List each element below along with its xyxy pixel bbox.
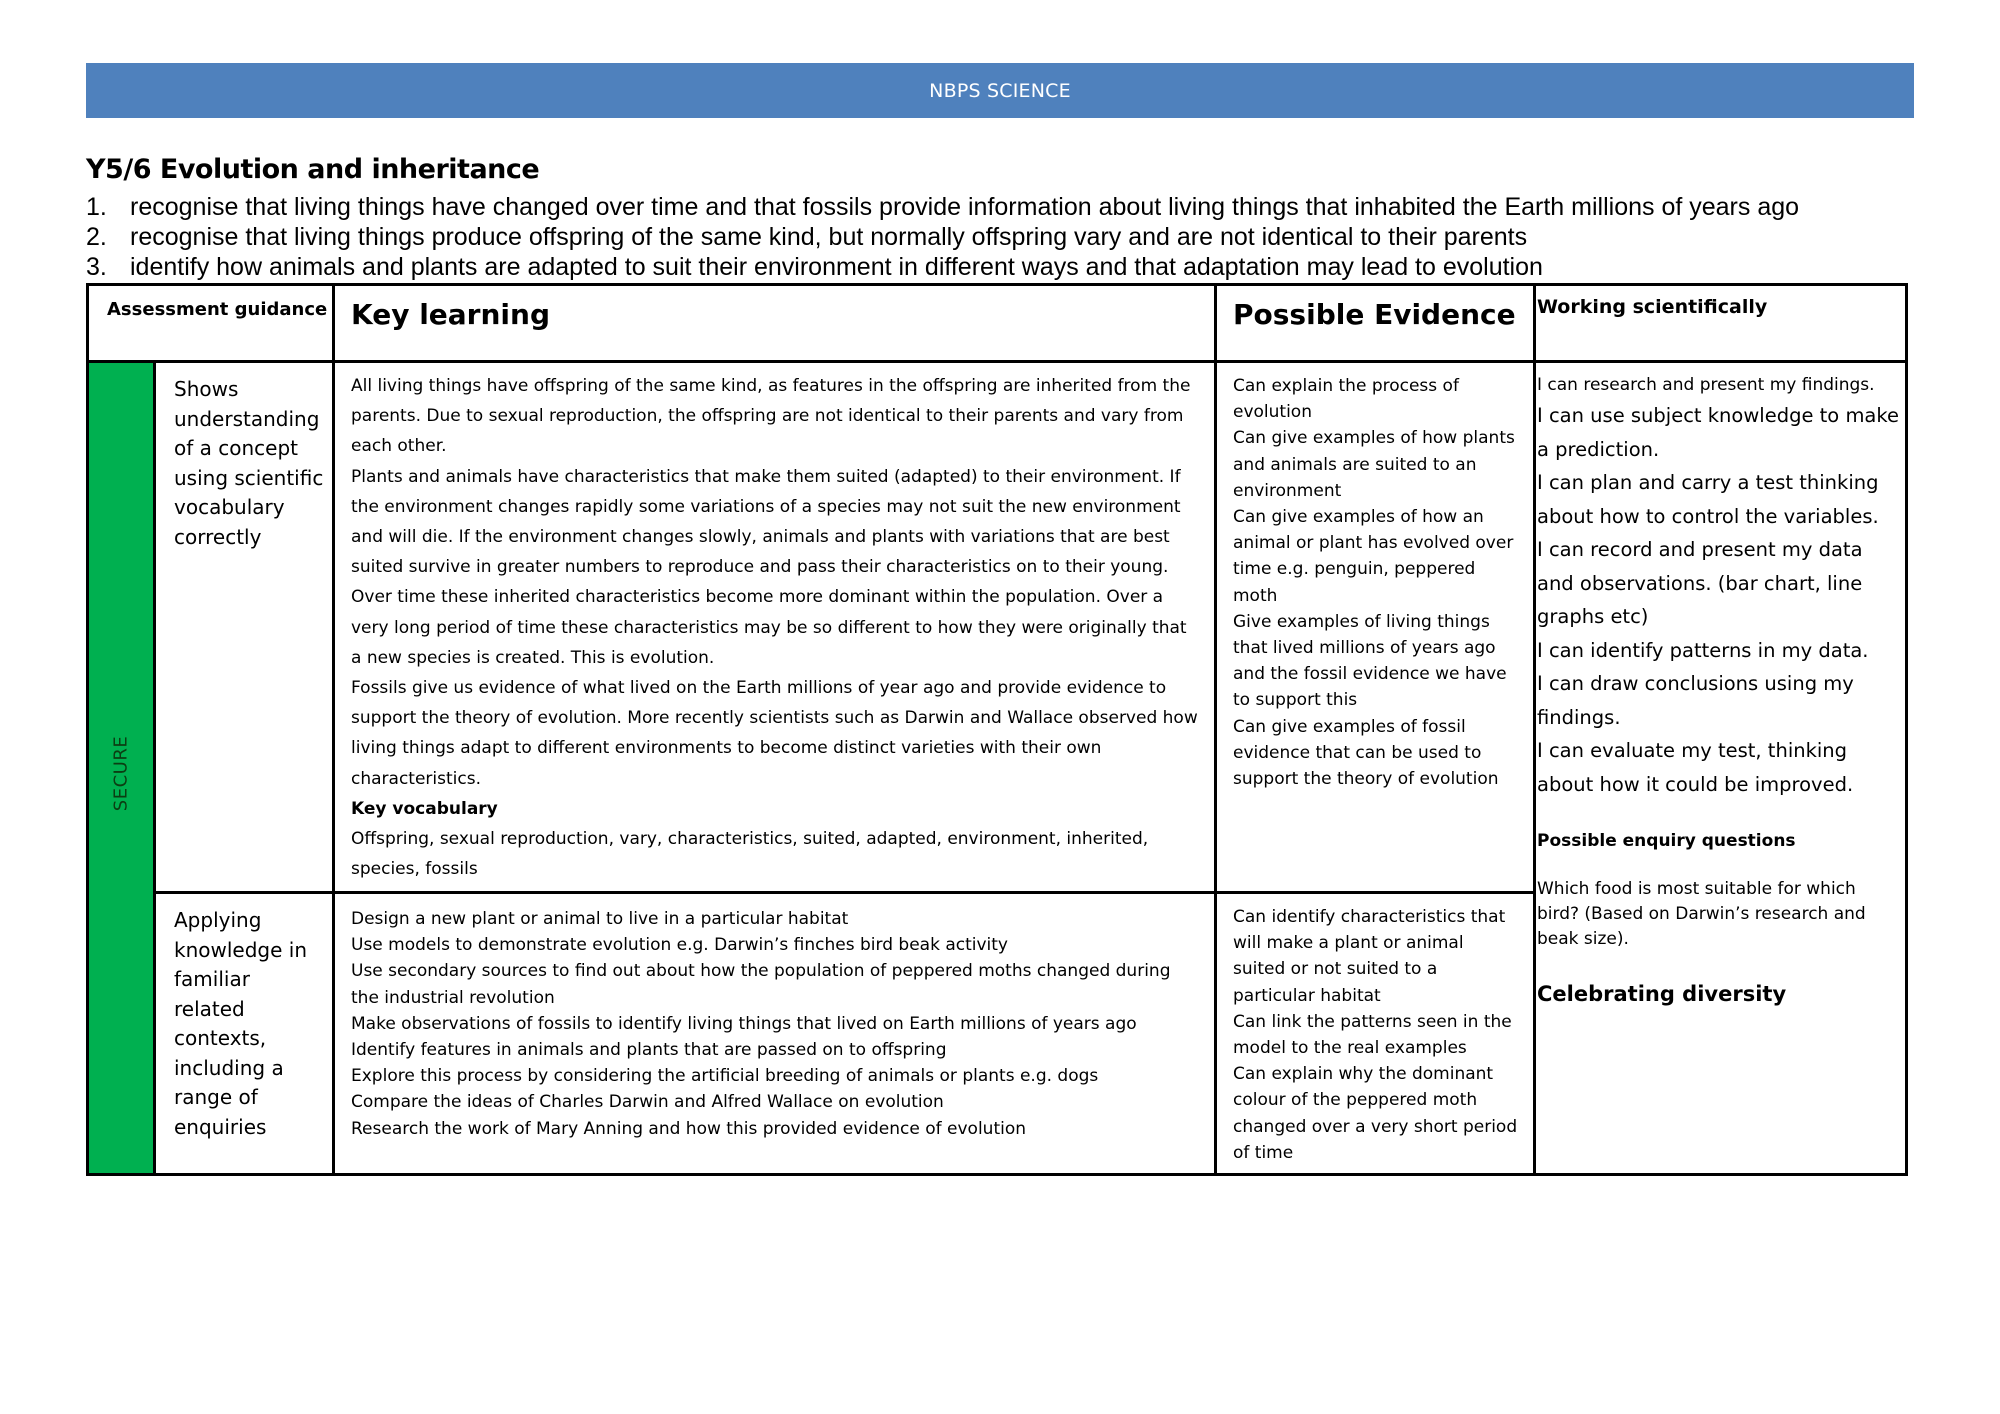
- key-vocabulary: Offspring, sexual reproduction, vary, characteristics, suited, adapted, environment, inherited, species, fossils: [351, 829, 1149, 880]
- header-key-learning: Key learning: [334, 285, 1216, 362]
- objectives-list: [86, 192, 1799, 282]
- key-learning-cell: Design a new plant or animal to live in a particular habitat Use models to demonstrate evolution e.g. Darwin’s finches bird beak activity Use secondary sources to find out about how the population of peppered moths changed during the industrial revolution Make observations of fossils to identify living things that lived on Earth millions of years ago Identify features in animals and plants that are passed on to offspring Explore this process by considering the artificial breeding of animals or plants e.g. dogs Compare the ideas of Charles Darwin and Alfred Wallace on evolution Research the work of Mary Anning and how this provided evidence of evolution: [334, 893, 1216, 1175]
- working-scientifically-cell: I can research and present my findings. I can use subject knowledge to make a prediction. I can plan and carry a test thinking about how to control the variables. I can record and present my data and observations. (bar chart, line graphs etc) I can identify patterns in my data. I can draw conclusions using my findings. I can evaluate my test, thinking about how it could be improved. Possible enquiry questions Which food is most suitable for which bird? (Based on Darwin’s research and beak size). Celebrating diversity: [1535, 362, 1907, 1175]
- key-learning-cell: All living things have offspring of the same kind, as features in the offspring are inherited from the parents. Due to sexual reproduction, the offspring are not identical to their parents and vary from each other. Plants and animals have characteristics that make them suited (adapted) to their environment. If the environment changes rapidly some variations of a species may not suit the new environment and will die. If the environment changes slowly, animals and plants with variations that are best suited survive in greater numbers to reproduce and pass their characteristics on to their young. Over time these inherited characteristics become more dominant within the population. Over a very long period of time these characteristics may be so different to how they were originally that a new species is created. This is evolution. Fossils give us evidence of what lived on the Earth millions of year ago and provide evidence to support the theory of evolution. More recently scientists such as Darwin and Wallace observed how living things adapt to different environments to become distinct varieties with their own characteristics. Key vocabulary Offspring, sexual reproduction, vary, characteristics, suited, adapted, environment, inherited, species, fossils: [334, 362, 1216, 893]
- objective-item: 3. identify how animals and plants are adapted to suit their environment in different ways and that adaptation may lead to evolution: [86, 253, 1543, 281]
- row-label: Applying knowledge in familiar related contexts, including a range of enquiries: [155, 893, 334, 1175]
- table-row: [88, 362, 1907, 893]
- page-title: Y5/6 Evolution and inheritance: [86, 154, 540, 185]
- enquiry-question: Which food is most suitable for which bird? (Based on Darwin’s research and beak size).: [1537, 879, 1866, 949]
- secure-band: [88, 362, 155, 1175]
- header-working-scientifically: Working scientifically: [1535, 285, 1907, 362]
- table-header-row: [88, 285, 1907, 362]
- row-label: Shows understanding of a concept using scientific vocabulary correctly: [155, 362, 334, 893]
- enquiry-heading: Possible enquiry questions: [1537, 831, 1796, 851]
- banner-title: NBPS SCIENCE: [929, 79, 1071, 102]
- header-banner: [86, 63, 1914, 118]
- header-possible-evidence: Possible Evidence: [1216, 285, 1535, 362]
- objective-item: 1. recognise that living things have changed over time and that fossils provide information about living things that inhabited the Earth millions of years ago: [86, 193, 1800, 221]
- header-assessment-guidance: Assessment guidance: [88, 285, 334, 362]
- evidence-cell: Can identify characteristics that will make a plant or animal suited or not suited to a particular habitat Can link the patterns seen in the model to the real examples Can explain why the dominant colour of the peppered moth changed over a very short period of time: [1216, 893, 1535, 1175]
- objective-item: 2. recognise that living things produce offspring of the same kind, but normally offspring vary and are not identical to their parents: [86, 223, 1528, 251]
- key-vocabulary-heading: Key vocabulary: [351, 798, 498, 819]
- secure-label: SECURE: [110, 735, 132, 812]
- evidence-cell: Can explain the process of evolution Can give examples of how plants and animals are suited to an environment Can give examples of how an animal or plant has evolved over time e.g. penguin, peppered moth Give examples of living things that lived millions of years ago and the fossil evidence we have to support this Can give examples of fossil evidence that can be used to support the theory of evolution: [1216, 362, 1535, 893]
- assessment-table: [86, 283, 1908, 1176]
- celebrating-diversity: Celebrating diversity: [1537, 982, 1787, 1006]
